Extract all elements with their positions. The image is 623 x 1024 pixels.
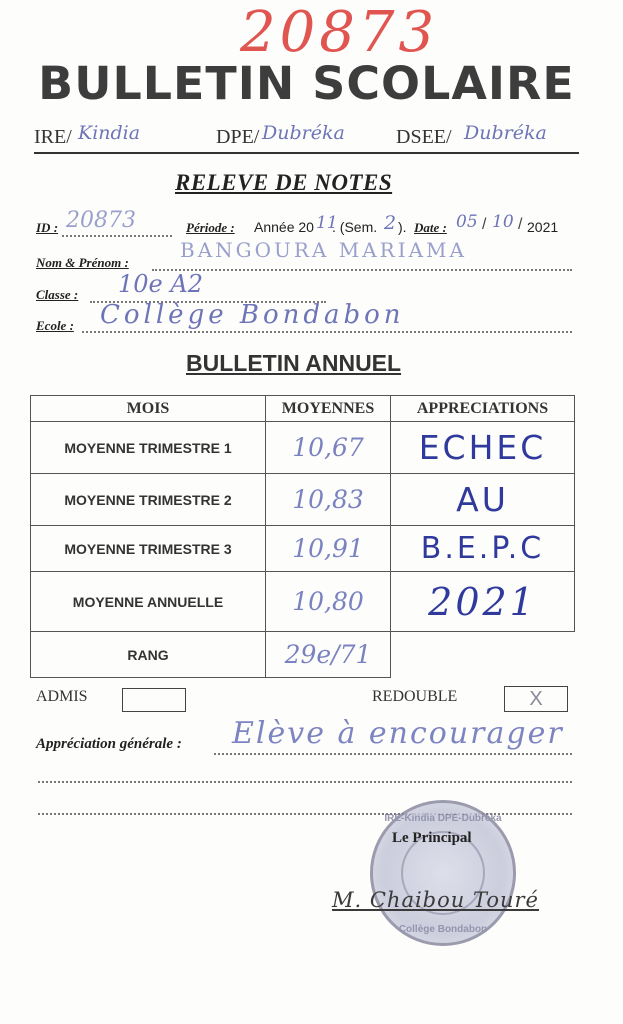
row-appreciation: ECHEC (391, 422, 575, 474)
periode-prefix: Année 20 (254, 219, 314, 235)
row-label: MOYENNE TRIMESTRE 1 (31, 422, 266, 474)
classe-value: 10e A2 (118, 270, 203, 298)
date-year: 2021 (527, 219, 559, 235)
nom-label: Nom & Prénom : (36, 255, 129, 270)
dsee-value: Dubréka (464, 122, 547, 144)
redouble-label: REDOUBLE (372, 688, 458, 705)
row-value: 29e/71 (266, 632, 391, 678)
sem-value: 2 (384, 212, 397, 234)
row-appreciation: AU (391, 474, 575, 526)
sem-close: ). (398, 219, 407, 235)
date-label: Date : (414, 220, 447, 235)
dpe-label: DPE/ (216, 126, 260, 148)
id-period-row (36, 220, 58, 236)
row-label: MOYENNE TRIMESTRE 2 (31, 474, 266, 526)
ire-label: IRE/ (34, 126, 72, 148)
row-value: 10,67 (266, 422, 391, 474)
id-label: ID : (36, 220, 59, 235)
dpe-value: Dubréka (262, 122, 345, 144)
header-ire-row (34, 122, 579, 154)
table-row (31, 422, 575, 474)
releve-title: RELEVE DE NOTES (175, 170, 393, 195)
stamp-text-top: IRE-Kindia DPE-Dubréka (384, 813, 502, 824)
row-label: MOYENNE ANNUELLE (31, 572, 266, 632)
ecole-label: Ecole : (36, 318, 74, 333)
id-value: 20873 (66, 208, 136, 233)
bulletin-annuel-title: BULLETIN ANNUEL (186, 350, 402, 376)
table-row (31, 526, 575, 572)
grades-table (30, 395, 575, 678)
dsee-label: DSEE/ (396, 126, 452, 148)
document-title: BULLETIN SCOLAIRE (38, 57, 575, 110)
periode-label: Période : (186, 220, 235, 235)
date-day: 05 (456, 212, 478, 232)
redouble-mark: X (529, 688, 543, 710)
row-value: 10,80 (266, 572, 391, 632)
table-row (31, 474, 575, 526)
appreciation-value: Elève à encourager (232, 716, 564, 751)
periode-year: 11 (316, 213, 338, 233)
col-moyennes: MOYENNES (266, 396, 391, 422)
ire-value: Kindia (78, 122, 141, 144)
admis-label: ADMIS (36, 688, 88, 705)
row-appreciation: 2021 (391, 572, 575, 632)
principal-signature: M. Chaibou Touré (332, 888, 539, 912)
table-row (31, 572, 575, 632)
col-mois: MOIS (31, 396, 266, 422)
table-header-row (31, 396, 575, 422)
principal-label: Le Principal (392, 830, 472, 846)
redouble-checkbox[interactable] (504, 686, 568, 712)
appreciation-label: Appréciation générale : (36, 736, 182, 752)
ecole-value: Collège Bondabon (100, 300, 405, 330)
school-stamp (370, 800, 516, 946)
row-value: 10,91 (266, 526, 391, 572)
admis-checkbox[interactable] (122, 688, 186, 712)
sem-label: . (Sem. (332, 219, 378, 235)
date-month: 10 (492, 212, 514, 232)
classe-label: Classe : (36, 287, 79, 302)
row-appreciation (391, 632, 575, 678)
stamp-text-bottom: Collège Bondabon (398, 924, 488, 935)
table-row (31, 632, 575, 678)
row-value: 10,83 (266, 474, 391, 526)
document-number: 20873 (240, 0, 439, 65)
nom-value: BANGOURA MARIAMA (180, 238, 467, 262)
row-label: RANG (31, 632, 266, 678)
row-label: MOYENNE TRIMESTRE 3 (31, 526, 266, 572)
row-appreciation: B.E.P.C (391, 526, 575, 572)
col-appreciations: APPRECIATIONS (391, 396, 575, 422)
